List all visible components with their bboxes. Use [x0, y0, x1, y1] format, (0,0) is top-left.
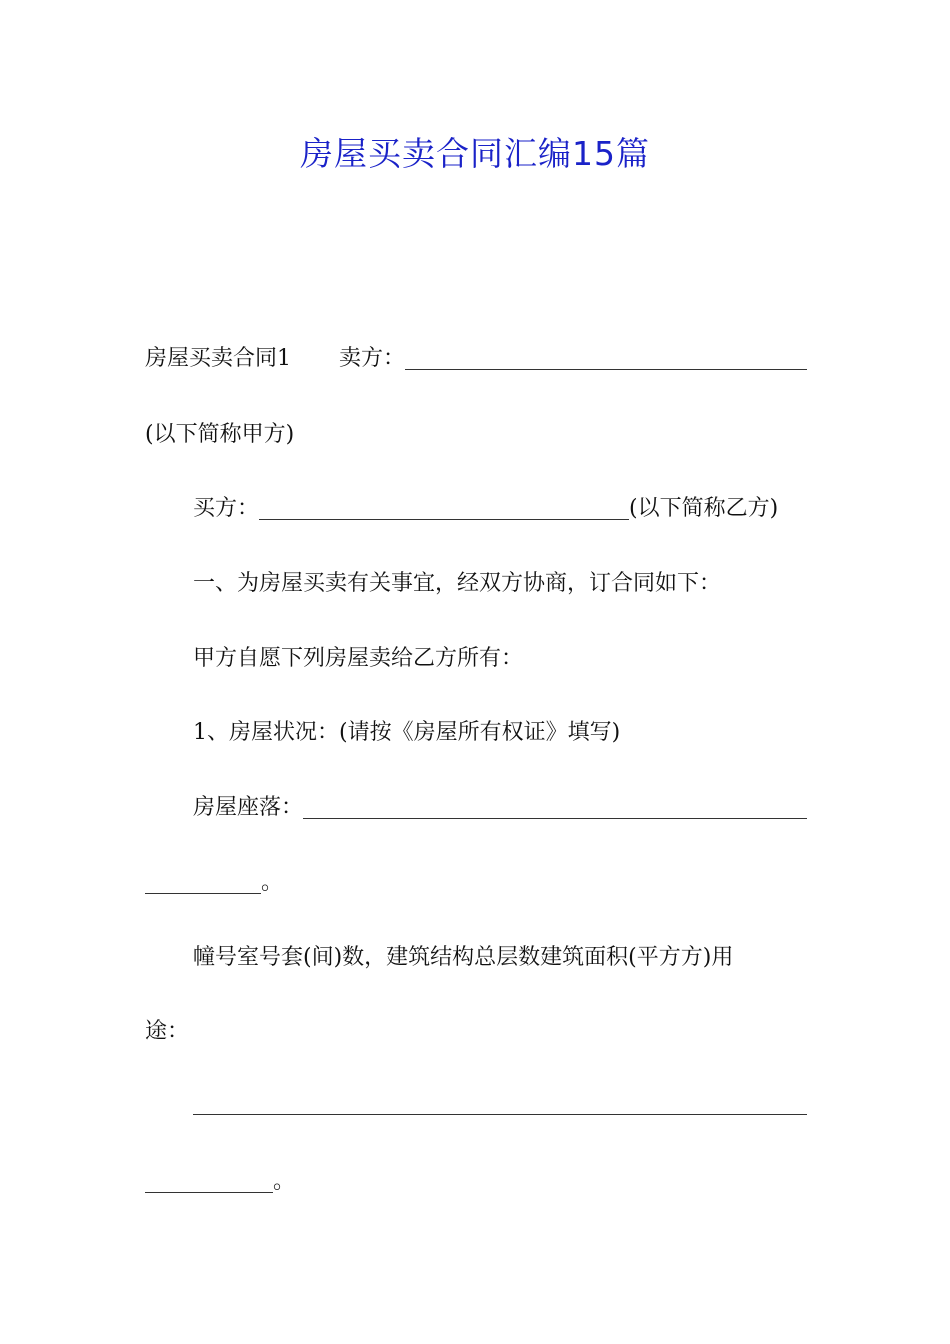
- item1-line: [193, 718, 807, 748]
- seller-label: 卖方：: [339, 346, 406, 371]
- buyer-suffix: (以下简称乙方): [629, 496, 779, 521]
- purpose-line: [145, 1017, 807, 1047]
- seller-blank: [405, 347, 807, 370]
- seller-line: [145, 344, 807, 374]
- purpose-blank-line: [193, 1092, 807, 1119]
- buyer-line: [193, 494, 807, 524]
- clause1-line: [193, 569, 807, 599]
- purpose-label: 途：: [145, 1019, 190, 1044]
- details-text: 幢号室号套(间)数，建筑结构总层数建筑面积(平方方)用: [193, 945, 734, 970]
- clause1-sub-text: 甲方自愿下列房屋卖给乙方所有：: [193, 646, 524, 671]
- contract-heading: 房屋买卖合同1: [145, 346, 291, 371]
- buyer-blank: [259, 497, 629, 520]
- location-continuation-line: [145, 868, 807, 898]
- document-title: 房屋买卖合同汇编15篇: [300, 134, 650, 173]
- location-label: 房屋座落：: [193, 795, 304, 820]
- location-period: 。: [261, 870, 284, 895]
- item1-text: 1、房屋状况：(请按《房屋所有权证》填写): [193, 720, 621, 745]
- buyer-label: 买方：: [193, 496, 260, 521]
- purpose-blank: [193, 1092, 807, 1115]
- purpose-continuation-line: [145, 1167, 807, 1197]
- location-blank: [303, 796, 807, 819]
- details-line: [193, 943, 807, 973]
- location-blank-continued: [145, 871, 261, 894]
- seller-suffix: (以下简称甲方): [145, 422, 295, 447]
- clause1-text: 一、为房屋买卖有关事宜，经双方协商，订合同如下：: [193, 571, 722, 596]
- purpose-blank-continued: [145, 1170, 273, 1193]
- clause1-sub-line: [193, 644, 807, 674]
- location-line: [193, 793, 807, 823]
- purpose-period: 。: [273, 1169, 296, 1194]
- seller-suffix-line: [145, 420, 807, 450]
